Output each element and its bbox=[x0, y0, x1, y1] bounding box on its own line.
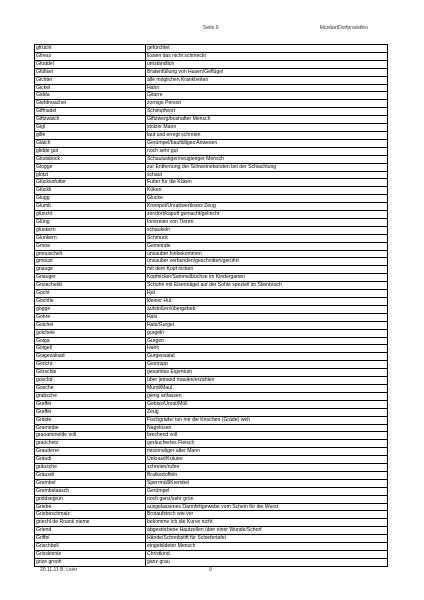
table-row bbox=[35, 155, 388, 163]
meaning-cell: noch sehr gut bbox=[146, 147, 388, 155]
dialect-term-cell: Glugg bbox=[35, 195, 146, 203]
table-row bbox=[35, 361, 388, 369]
dialect-term-cell: Gmoa bbox=[35, 242, 146, 250]
meaning-cell: zerstört/kaputt gemacht/gelincht bbox=[146, 211, 388, 219]
dialect-term-cell: griddsegrün bbox=[35, 495, 146, 503]
table-row bbox=[35, 543, 388, 551]
dialect-term-cell: Gräudi bbox=[35, 456, 146, 464]
dialect-term-cell: Gickel bbox=[35, 84, 146, 92]
dialect-term-cell: Göchtle bbox=[35, 298, 146, 306]
table-row bbox=[35, 45, 388, 53]
table-row bbox=[35, 400, 388, 408]
table-row bbox=[35, 353, 388, 361]
meaning-cell: abgestorbene Hautzellen über einer Wunde/Schorf bbox=[146, 527, 388, 535]
dialect-term-cell: Griebeschmalz bbox=[35, 511, 146, 519]
meaning-cell: laut und erregt schreien bbox=[146, 131, 388, 139]
dialect-term-cell: graüchets bbox=[35, 440, 146, 448]
dialect-term-cell: Glüng bbox=[35, 218, 146, 226]
meaning-cell: Gestrüpp bbox=[146, 361, 388, 369]
table-row bbox=[35, 392, 388, 400]
table-row bbox=[35, 416, 388, 424]
table-row bbox=[35, 124, 388, 132]
table-row bbox=[35, 108, 388, 116]
dialect-term-cell: Grisskinnle bbox=[35, 551, 146, 559]
dialect-term-cell: griechl de Roank nieme bbox=[35, 519, 146, 527]
meaning-cell: alle möglichen Krankheiten bbox=[146, 76, 388, 84]
table-row bbox=[35, 179, 388, 187]
meaning-cell: Kopfnicker/Sammelbüchse im Kindergarten bbox=[146, 274, 388, 282]
meaning-cell: gefürchtet bbox=[146, 45, 388, 53]
table-row bbox=[35, 519, 388, 527]
dialect-term-cell: Gocht bbox=[35, 290, 146, 298]
dialect-term-cell: grabsche bbox=[35, 392, 146, 400]
table-row bbox=[35, 242, 388, 250]
meaning-cell: ganz grau bbox=[146, 558, 388, 566]
meaning-cell: Gemeinde bbox=[146, 242, 388, 250]
meaning-cell: Innereien von Tieren bbox=[146, 218, 388, 226]
dialect-term-cell: Glückesfutter bbox=[35, 179, 146, 187]
meaning-cell: Sperrmüll/Krembel bbox=[146, 479, 388, 487]
meaning-cell: Hut bbox=[146, 290, 388, 298]
meaning-cell: Gerümpel bbox=[146, 487, 388, 495]
meaning-cell: Futter für die Küken bbox=[146, 179, 388, 187]
table-row bbox=[35, 479, 388, 487]
meaning-cell: Bratkartoffeln bbox=[146, 471, 388, 479]
dialect-term-cell: Glunkern bbox=[35, 234, 146, 242]
table-row bbox=[35, 456, 388, 464]
table-row bbox=[35, 511, 388, 519]
dialect-term-cell: Giffnudel bbox=[35, 108, 146, 116]
dialect-term-cell: Görschle bbox=[35, 369, 146, 377]
meaning-cell: Hals/Gurgel bbox=[146, 321, 388, 329]
meaning-cell: zornige Person bbox=[146, 100, 388, 108]
table-row bbox=[35, 203, 388, 211]
dialect-term-cell: Giefdnoachel bbox=[35, 100, 146, 108]
meaning-cell: eingebildeter Mensch bbox=[146, 543, 388, 551]
dialect-term-cell: Gigl bbox=[35, 124, 146, 132]
meaning-cell: geräuchertes Fleisch bbox=[146, 440, 388, 448]
dictionary-table-body bbox=[35, 45, 388, 567]
dialect-term-cell: Görlcht bbox=[35, 361, 146, 369]
dialect-term-cell: Gosche bbox=[35, 384, 146, 392]
dialect-term-cell: Gidda bbox=[35, 92, 146, 100]
dialect-term-cell: Gfress bbox=[35, 52, 146, 60]
table-row bbox=[35, 266, 388, 274]
meaning-cell: Fischgräde/ tun mir die Knochen (Gräde) weh bbox=[146, 416, 388, 424]
meaning-cell: Nagelösen bbox=[146, 424, 388, 432]
table-row bbox=[35, 68, 388, 76]
table-row bbox=[35, 147, 388, 155]
table-row bbox=[35, 448, 388, 456]
dialect-term-cell: glidde gut bbox=[35, 147, 146, 155]
meaning-cell: Küken bbox=[146, 187, 388, 195]
meaning-cell: stolzer Mann bbox=[146, 124, 388, 132]
table-row bbox=[35, 218, 388, 226]
table-row bbox=[35, 298, 388, 306]
dialect-term-cell: gräusche bbox=[35, 464, 146, 472]
table-row bbox=[35, 408, 388, 416]
meaning-cell: Schuhe mit Eisennägel auf der Sohle speziell im Steinbruch bbox=[146, 282, 388, 290]
meaning-cell: Glucke bbox=[146, 195, 388, 203]
table-row bbox=[35, 226, 388, 234]
table-row bbox=[35, 369, 388, 377]
dialect-term-cell: Gfüllsel bbox=[35, 68, 146, 76]
table-row bbox=[35, 424, 388, 432]
meaning-cell: zur Entfernung der Schweineborsten bei der Schlachtung bbox=[146, 163, 388, 171]
table-row bbox=[35, 258, 388, 266]
dialect-term-cell: Goichel bbox=[35, 321, 146, 329]
table-row bbox=[35, 171, 388, 179]
meaning-cell: Brotaufstrich wie vor bbox=[146, 511, 388, 519]
meaning-cell: missmutiger alter Mann bbox=[146, 448, 388, 456]
meaning-cell: Hals bbox=[146, 313, 388, 321]
meaning-cell: schaut bbox=[146, 171, 388, 179]
dialect-term-cell: Griffel bbox=[35, 535, 146, 543]
dialect-term-cell: Glückli bbox=[35, 187, 146, 195]
meaning-cell: bekomme ich die Kurve nicht bbox=[146, 519, 388, 527]
meaning-cell: Bratenfüllung von Hasen/Geflügel bbox=[146, 68, 388, 76]
meaning-cell: gesamtes Eigentum bbox=[146, 369, 388, 377]
dialect-term-cell: Gfuddel bbox=[35, 60, 146, 68]
dialect-term-cell: glüncht bbox=[35, 211, 146, 219]
table-row bbox=[35, 337, 388, 345]
table-row bbox=[35, 92, 388, 100]
table-row bbox=[35, 440, 388, 448]
meaning-cell: mit dem Kopf nicken bbox=[146, 266, 388, 274]
meaning-cell: brechend voll bbox=[146, 432, 388, 440]
table-row bbox=[35, 195, 388, 203]
table-row bbox=[35, 384, 388, 392]
dialect-term-cell: Göigell bbox=[35, 345, 146, 353]
meaning-cell: noch ganz/sehr grün bbox=[146, 495, 388, 503]
dialect-term-cell: goschd bbox=[35, 377, 146, 385]
meaning-cell: schaukeln bbox=[146, 226, 388, 234]
meaning-cell: ausgelassenes Darmfettgewebe vom Schein für die Wurst bbox=[146, 503, 388, 511]
table-row bbox=[35, 432, 388, 440]
dialect-term-cell: Gnoacheldi bbox=[35, 282, 146, 290]
dialect-term-cell: Gohre bbox=[35, 313, 146, 321]
table-row bbox=[35, 187, 388, 195]
meaning-cell: Krempel/Unrat/wertloses Zeug bbox=[146, 203, 388, 211]
table-row bbox=[35, 52, 388, 60]
dialect-term-cell: Glogge bbox=[35, 163, 146, 171]
dialect-term-cell: Griend bbox=[35, 527, 146, 535]
meaning-cell: über jemand maulen/erzählen bbox=[146, 377, 388, 385]
table-row bbox=[35, 305, 388, 313]
table-row bbox=[35, 471, 388, 479]
meaning-cell: Mund/Maul bbox=[146, 384, 388, 392]
meaning-cell: Hände/Schreibstift für Schiefertafel bbox=[146, 535, 388, 543]
table-row bbox=[35, 131, 388, 139]
table-row bbox=[35, 321, 388, 329]
dialect-term-cell: gmouzt bbox=[35, 258, 146, 266]
table-row bbox=[35, 163, 388, 171]
dialect-term-cell: Griebe bbox=[35, 503, 146, 511]
dialect-term-cell: glotzt bbox=[35, 171, 146, 179]
meaning-cell: Gebiss/Unrat/Müll bbox=[146, 400, 388, 408]
meaning-cell: Schaulustiger/neugieriger Mensch bbox=[146, 155, 388, 163]
table-row bbox=[35, 551, 388, 559]
footer-date-author: 20.11.11 B. Leier bbox=[40, 567, 78, 573]
dialect-term-cell: gögge bbox=[35, 305, 146, 313]
dialect-term-cell: goichele bbox=[35, 329, 146, 337]
table-row bbox=[35, 84, 388, 92]
table-row bbox=[35, 503, 388, 511]
table-row bbox=[35, 116, 388, 124]
table-row bbox=[35, 313, 388, 321]
dialect-term-cell: graoammelde voll bbox=[35, 432, 146, 440]
page-header-title: MundartDorfprozelten bbox=[319, 25, 368, 31]
meaning-cell: Essen das nicht schmeckt bbox=[146, 52, 388, 60]
dialect-term-cell: Gnauger bbox=[35, 274, 146, 282]
table-row bbox=[35, 274, 388, 282]
meaning-cell: Unkraut/Kräuter bbox=[146, 456, 388, 464]
dialect-term-cell: gilfe bbox=[35, 131, 146, 139]
meaning-cell: aufstoßen/übergebeb bbox=[146, 305, 388, 313]
table-row bbox=[35, 100, 388, 108]
footer-page-number: 9 bbox=[209, 567, 212, 573]
meaning-cell: gurgeln bbox=[146, 329, 388, 337]
table-row bbox=[35, 282, 388, 290]
dialect-term-cell: Gräide bbox=[35, 416, 146, 424]
table-row bbox=[35, 139, 388, 147]
meaning-cell: Hahn bbox=[146, 345, 388, 353]
meaning-cell: Gerümpel/baufälliges Anwesen bbox=[146, 139, 388, 147]
meaning-cell: umständlich bbox=[146, 60, 388, 68]
dialect-term-cell: Grauderer bbox=[35, 448, 146, 456]
dialect-term-cell: glunkern bbox=[35, 226, 146, 234]
meaning-cell: Giftzwerg/boshafter Mensch bbox=[146, 116, 388, 124]
meaning-cell: Hahn bbox=[146, 84, 388, 92]
meaning-cell: unsauber hinbekommen bbox=[146, 250, 388, 258]
table-row bbox=[35, 558, 388, 566]
dialect-term-cell: Gichter bbox=[35, 76, 146, 84]
dialect-term-cell: Goiga bbox=[35, 337, 146, 345]
dialect-term-cell: Grammbe bbox=[35, 424, 146, 432]
meaning-cell: Christkind bbox=[146, 551, 388, 559]
table-row bbox=[35, 464, 388, 472]
dialect-term-cell: gnauge bbox=[35, 266, 146, 274]
table-row bbox=[35, 60, 388, 68]
table-row bbox=[35, 76, 388, 84]
table-row bbox=[35, 487, 388, 495]
table-row bbox=[35, 211, 388, 219]
meaning-cell: gierig anfassen bbox=[146, 392, 388, 400]
meaning-cell: Schmuck bbox=[146, 234, 388, 242]
dialect-term-cell: gfrücht bbox=[35, 45, 146, 53]
dialect-term-cell: Glumb bbox=[35, 203, 146, 211]
table-row bbox=[35, 250, 388, 258]
meaning-cell: Zeug bbox=[146, 408, 388, 416]
meaning-cell: Gurgensalat bbox=[146, 353, 388, 361]
table-row bbox=[35, 329, 388, 337]
dialect-term-cell: Gräusdi bbox=[35, 471, 146, 479]
page-header-number: Seite 9 bbox=[203, 25, 219, 31]
dialect-term-cell: Goigezaload bbox=[35, 353, 146, 361]
dialect-term-cell: Grischbell bbox=[35, 543, 146, 551]
dialect-term-cell: Graffel bbox=[35, 408, 146, 416]
meaning-cell: Schimpfwort bbox=[146, 108, 388, 116]
meaning-cell: Gurgen bbox=[146, 337, 388, 345]
dialect-dictionary-table bbox=[34, 44, 388, 567]
table-row bbox=[35, 290, 388, 298]
meaning-cell: kleiner Hut bbox=[146, 298, 388, 306]
meaning-cell: Gitarre bbox=[146, 92, 388, 100]
meaning-cell: schreien/rufen bbox=[146, 464, 388, 472]
table-row bbox=[35, 527, 388, 535]
dialect-term-cell: Giftzwälch bbox=[35, 116, 146, 124]
dialect-term-cell: Graffel bbox=[35, 400, 146, 408]
dialect-term-cell: Glodsbock bbox=[35, 155, 146, 163]
table-row bbox=[35, 234, 388, 242]
table-row bbox=[35, 495, 388, 503]
meaning-cell: unsauber verbunden/geschnitten/gerührt bbox=[146, 258, 388, 266]
dialect-term-cell: Grembelaasch bbox=[35, 487, 146, 495]
dialect-term-cell: Grembel bbox=[35, 479, 146, 487]
dialect-term-cell: Gläich bbox=[35, 139, 146, 147]
table-row bbox=[35, 535, 388, 543]
table-row bbox=[35, 345, 388, 353]
dialect-term-cell: grize grooh bbox=[35, 558, 146, 566]
dialect-term-cell: gmouschelt bbox=[35, 250, 146, 258]
table-row bbox=[35, 377, 388, 385]
